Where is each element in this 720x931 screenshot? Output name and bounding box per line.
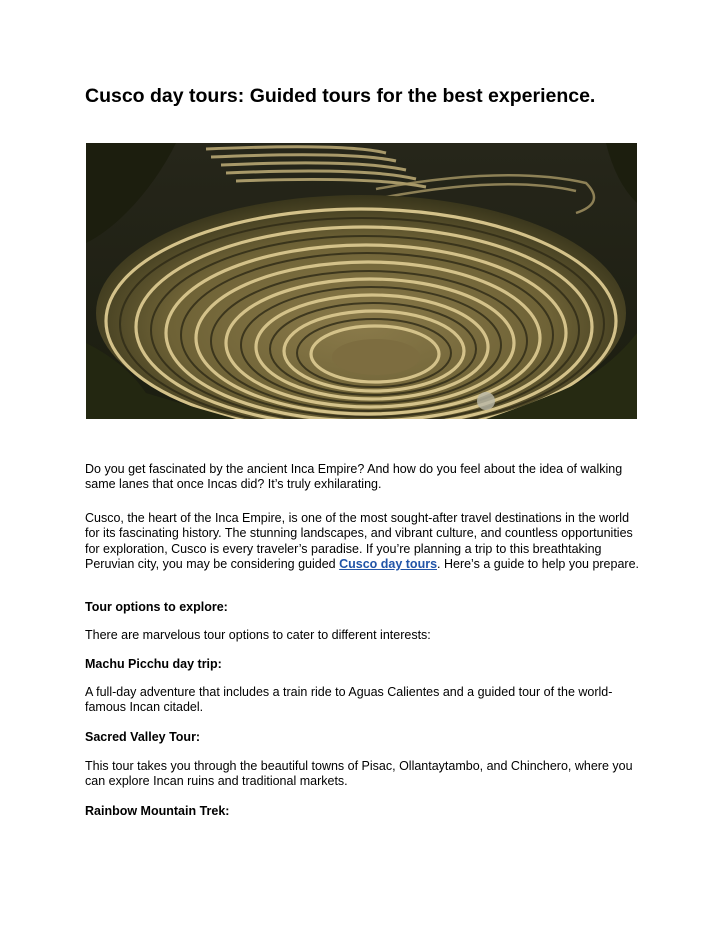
tour-options-heading: Tour options to explore: (85, 600, 228, 614)
cusco-paragraph-text-end: . Here’s a guide to help you prepare. (437, 556, 639, 571)
rainbow-mountain-heading: Rainbow Mountain Trek: (85, 804, 230, 818)
cusco-day-tours-link[interactable]: Cusco day tours (339, 556, 438, 571)
sacred-valley-heading: Sacred Valley Tour: (85, 730, 201, 744)
cusco-paragraph (85, 511, 645, 572)
page-title: Cusco day tours: Guided tours for the best experience. (85, 85, 596, 107)
machu-picchu-paragraph: A full-day adventure that includes a train ride to Aguas Calientes and a guided tour of the world-famous Incan citadel. (85, 685, 613, 715)
terraces-illustration (86, 143, 637, 419)
cusco-paragraph-text: Cusco, the heart of the Inca Empire, is one of the most sought-after travel destinations in the world for its fascinating history. The stunning landscapes, and vibrant culture, and countless opportunities for exploration, Cusco is every traveler’s paradise. If you’re planning a trip to this breathtaking Peruvian city, you may be considering guided (85, 511, 633, 571)
intro-paragraph: Do you get fascinated by the ancient Inca Empire? And how do you feel about the idea of walking same lanes that once Incas did? It’s truly exhilarating. (85, 462, 623, 492)
options-intro-paragraph: There are marvelous tour options to cater to different interests: (85, 628, 431, 642)
moray-terraces-photo (86, 143, 637, 419)
sacred-valley-paragraph: This tour takes you through the beautiful towns of Pisac, Ollantaytambo, and Chinchero, where you can explore Incan ruins and traditional markets. (85, 759, 633, 789)
machu-picchu-heading: Machu Picchu day trip: (85, 657, 222, 671)
